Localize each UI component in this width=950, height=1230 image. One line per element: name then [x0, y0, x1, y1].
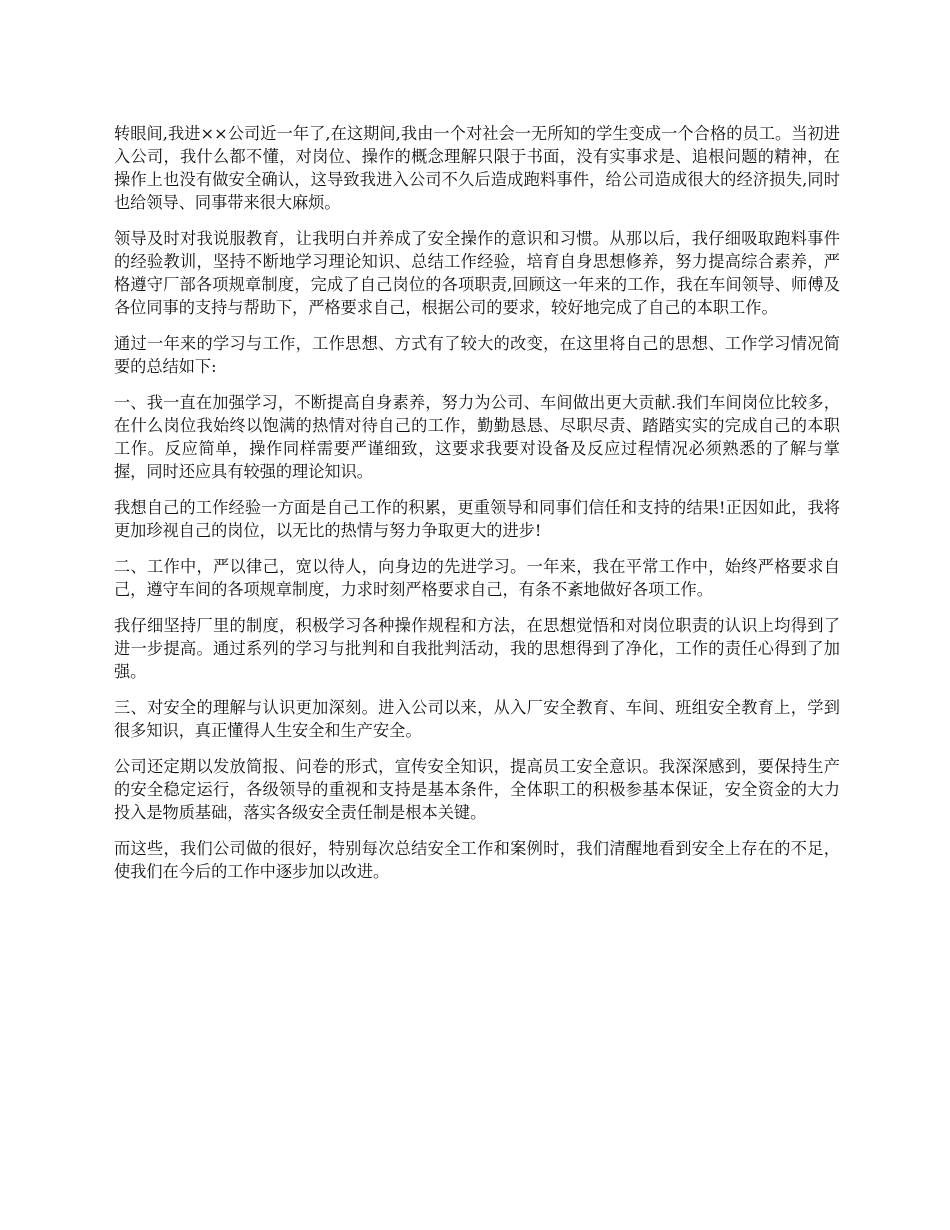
paragraph-1: 转眼间,我进××公司近一年了,在这期间,我由一个对社会一无所知的学生变成一个合格的员工。当初进入公司，我什么都不懂，对岗位、操作的概念理解只限于书面，没有实事求是、追根问题的精神，在操作上也没有做安全确认，这导致我进入公司不久后造成跑料事件，给公司造成很大的经济损失,同时也给领导、同事带来很大麻烦。: [114, 124, 840, 212]
paragraph-4: 一、我一直在加强学习，不断提高自身素养，努力为公司、车间做出更大贡献.我们车间岗位比较多，在什么岗位我始终以饱满的热情对待自己的工作，勤勤恳恳、尽职尽责、踏踏实实的完成自己的本职工作。反应简单，操作同样需要严谨细致，这要求我要对设备及反应过程情况必须熟悉的了解与掌握，同时还应具有较强的理论知识。: [114, 393, 840, 481]
paragraph-5: 我想自己的工作经验一方面是自己工作的积累，更重领导和同事们信任和支持的结果!正因如此，我将更加珍视自己的岗位，以无比的热情与努力争取更大的进步!: [114, 498, 840, 540]
paragraph-3: 通过一年来的学习与工作，工作思想、方式有了较大的改变，在这里将自己的思想、工作学习情况简要的总结如下:: [114, 334, 840, 376]
paragraph-9: 公司还定期以发放简报、问卷的形式，宣传安全知识，提高员工安全意识。我深深感到，要保持生产的安全稳定运行，各级领导的重视和支持是基本条件，全体职工的积极参基本保证，安全资金的大力投入是物质基础，落实各级安全责任制是根本关键。: [114, 757, 840, 822]
paragraph-8: 三、对安全的理解与认识更加深刻。进入公司以来，从入厂安全教育、车间、班组安全教育上，学到很多知识，真正懂得人生安全和生产安全。: [114, 698, 840, 740]
paragraph-6: 二、工作中，严以律己，宽以待人，向身边的先进学习。一年来，我在平常工作中，始终严格要求自己，遵守车间的各项规章制度，力求时刻严格要求自己，有条不紊地做好各项工作。: [114, 557, 840, 599]
paragraph-7: 我仔细坚持厂里的制度，积极学习各种操作规程和方法，在思想觉悟和对岗位职责的认识上均得到了进一步提高。通过系列的学习与批判和自我批判活动，我的思想得到了净化，工作的责任心得到了加强。: [114, 616, 840, 681]
paragraph-10: 而这些，我们公司做的很好，特别每次总结安全工作和案例时，我们清醒地看到安全上存在的不足，使我们在今后的工作中逐步加以改进。: [114, 839, 840, 881]
document-body: [114, 122, 840, 896]
paragraph-2: 领导及时对我说服教育，让我明白并养成了安全操作的意识和习惯。从那以后，我仔细吸取跑料事件的经验教训，坚持不断地学习理论知识、总结工作经验，培育自身思想修养，努力提高综合素养，严格遵守厂部各项规章制度，完成了自己岗位的各项职责,回顾这一年来的工作，我在车间领导、师傅及各位同事的支持与帮助下，严格要求自己，根据公司的要求，较好地完成了自己的本职工作。: [114, 229, 840, 317]
